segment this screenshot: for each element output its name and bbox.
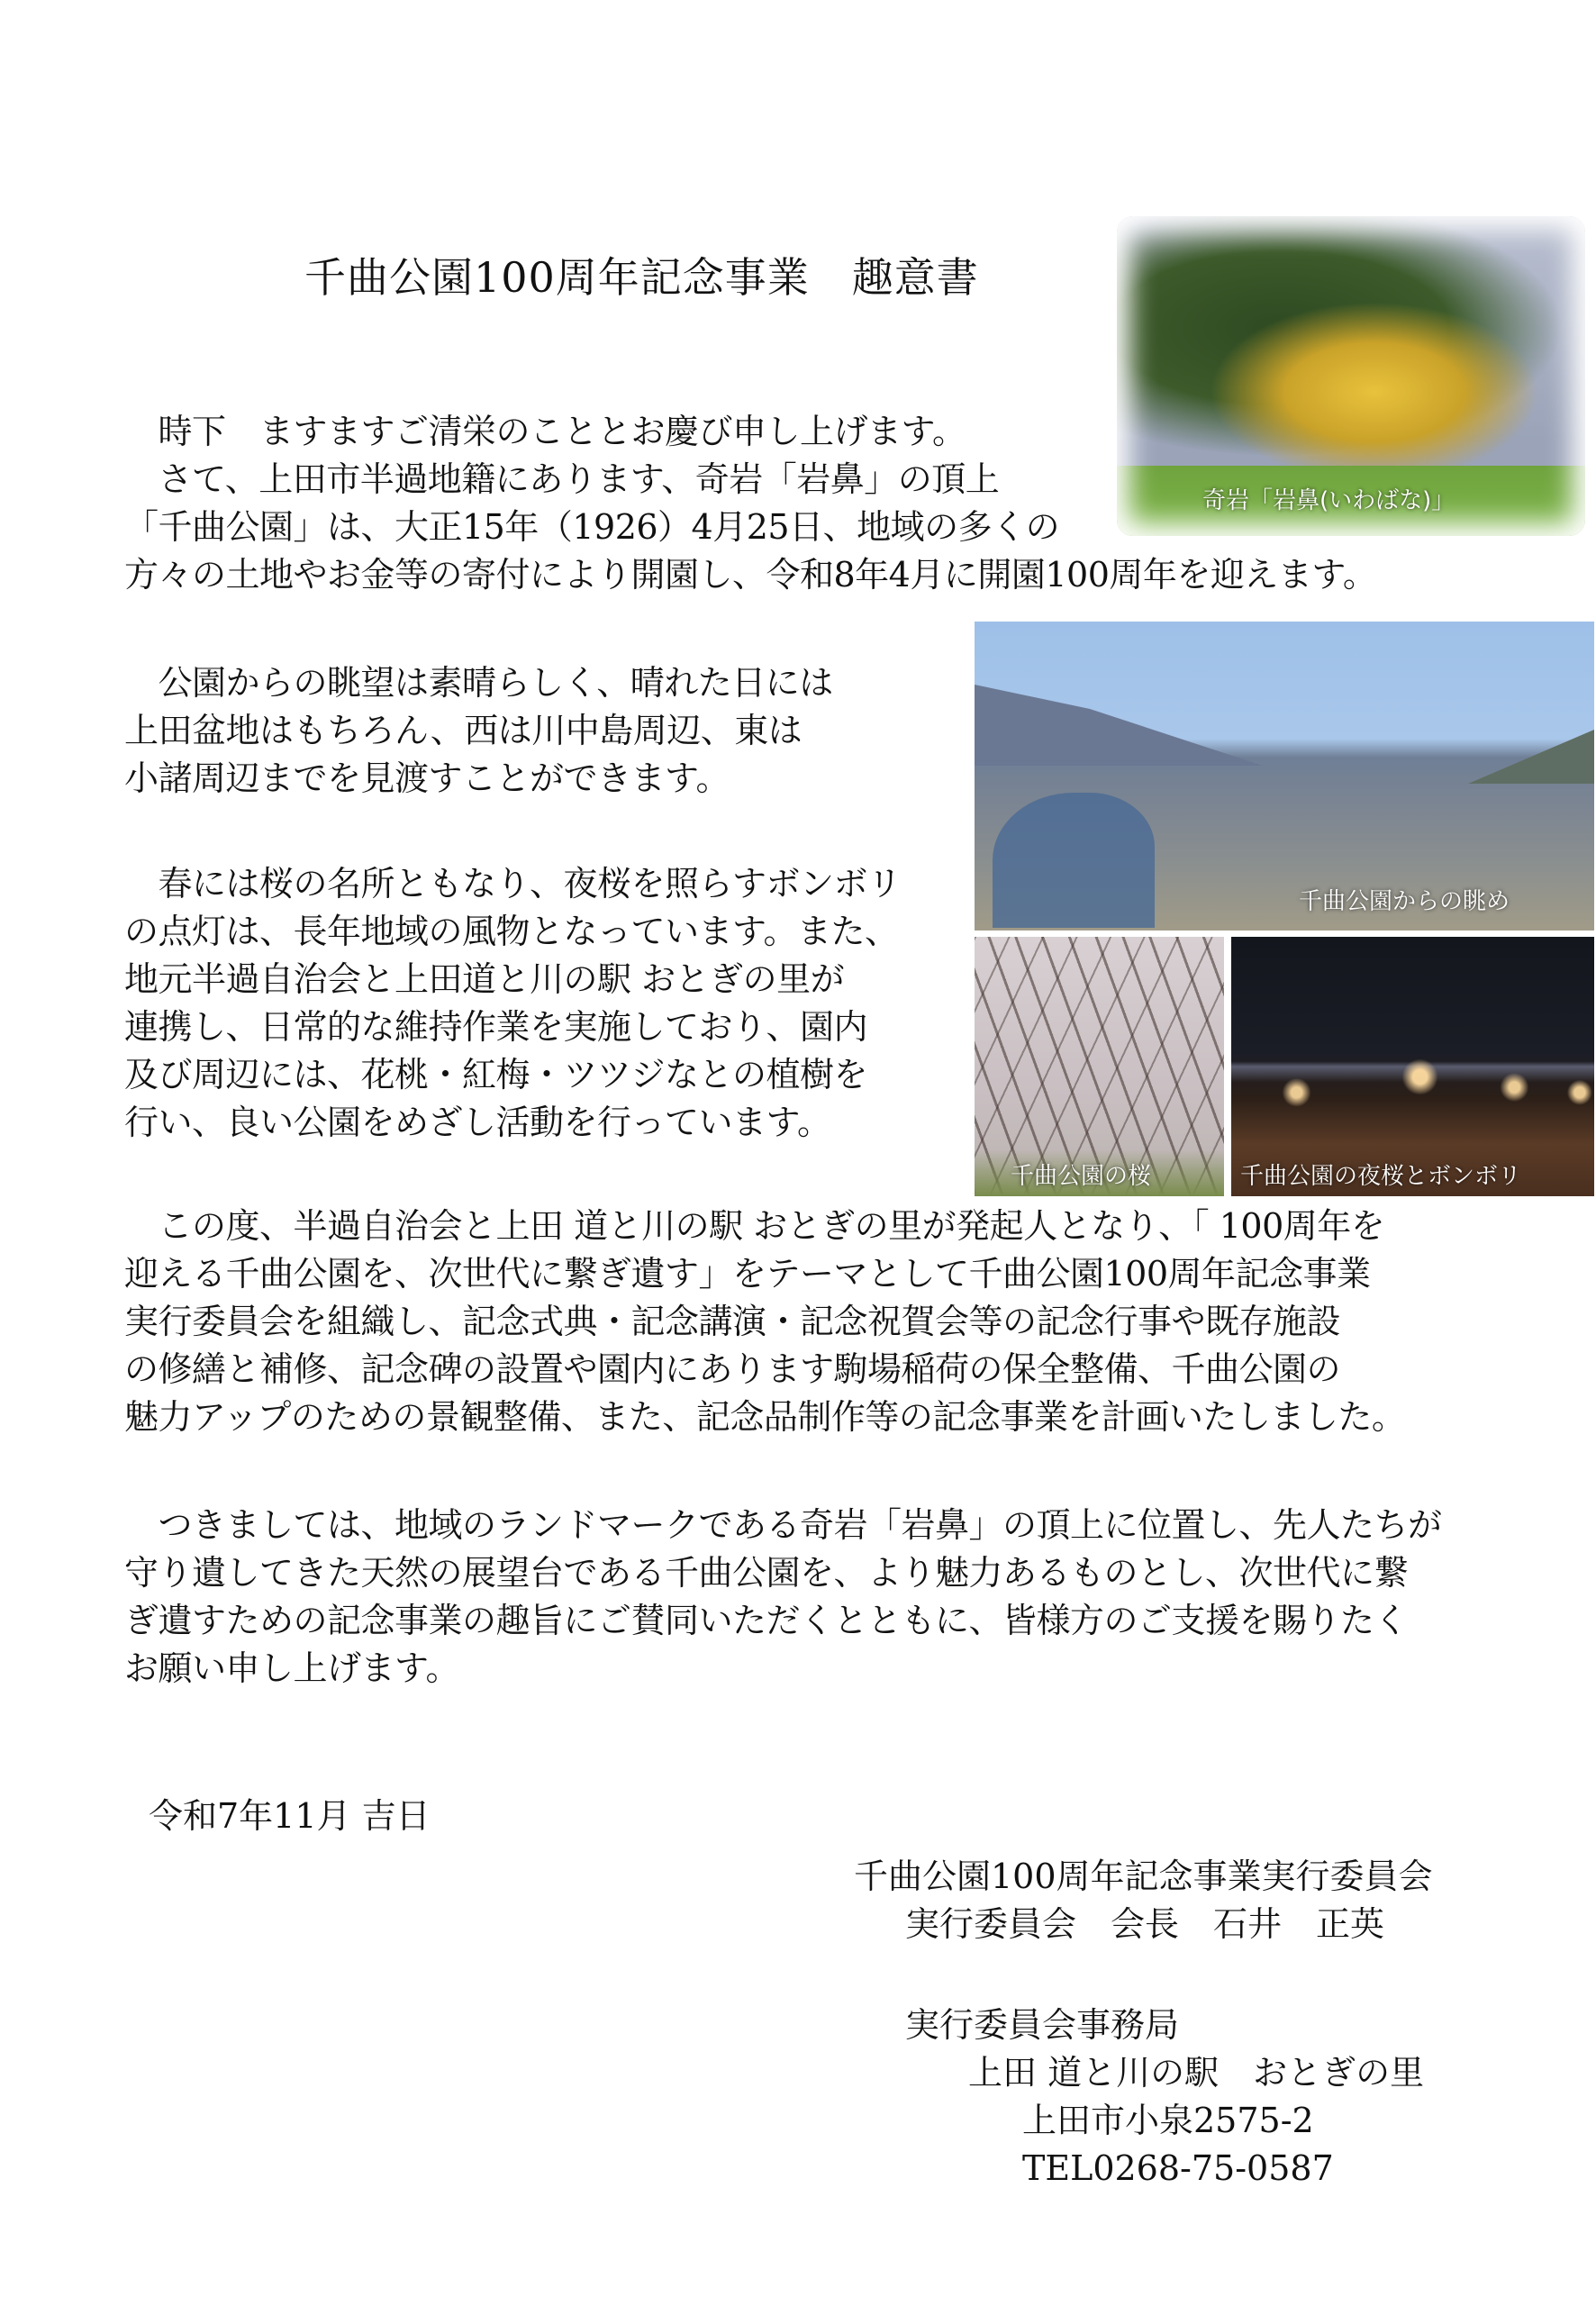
mountain-ridge (975, 685, 1263, 766)
text-line: 迎える千曲公園を、次世代に繋ぎ遺す」をテーマとして千曲公園100周年記念事業 (124, 1254, 1371, 1294)
photo-caption: 千曲公園の桜 (1011, 1163, 1152, 1190)
text-line: の修繕と補修、記念碑の設置や園内にあります駒場稲荷の保全整備、千曲公園の (124, 1349, 1341, 1389)
text-line: 実行委員会を組織し、記念式典・記念講演・記念祝賀会等の記念行事や既存施設 (124, 1302, 1341, 1341)
night-cherry-lanterns-photo (1231, 937, 1594, 1196)
text-line: 守り遺してきた天然の展望台である千曲公園を、より魅力あるものとし、次世代に繋 (124, 1553, 1409, 1593)
text-line: 行い、良い公園をめざし活動を行っています。 (124, 1103, 831, 1142)
park-view-photo (975, 622, 1594, 931)
text-line: 「千曲公園」は、大正15年（1926）4月25日、地域の多くの (124, 507, 1060, 547)
river (993, 793, 1155, 928)
text-line: お願い申し上げます。 (124, 1648, 459, 1688)
text-line: 地元半過自治会と上田道と川の駅 おとぎの里が (124, 959, 845, 999)
text-line: 時下 ますますご清栄のこととお慶び申し上げます。 (124, 412, 966, 451)
text-line: 春には桜の名所ともなり、夜桜を照らすボンボリ (124, 864, 902, 903)
mountain-ridge (1468, 730, 1594, 784)
photo-caption: 奇岩「岩鼻(いわばな)」 (1202, 487, 1455, 514)
text-line: ぎ遺すための記念事業の趣旨にご賛同いただくとともに、皆様方のご支援を賜りたく (124, 1601, 1409, 1640)
text-line: 小諸周辺までを見渡すことができます。 (124, 758, 730, 798)
text-line: 方々の土地やお金等の寄付により開園し、令和8年4月に開園100周年を迎えます。 (124, 555, 1377, 595)
text-line: 連携し、日常的な維持作業を実施しており、園内 (124, 1007, 868, 1047)
text-line: さて、上田市半過地籍にあります、奇岩「岩鼻」の頂上 (124, 459, 1000, 499)
cherry-blossom-photo (975, 937, 1224, 1196)
office-name: 上田 道と川の駅 おとぎの里 (968, 2053, 1425, 2093)
committee-name: 千曲公園100周年記念事業実行委員会 (854, 1857, 1433, 1896)
text-line: の点灯は、長年地域の風物となっています。また、 (124, 912, 899, 951)
office-address: 上田市小泉2575-2 (1022, 2101, 1314, 2140)
photo-caption: 千曲公園の夜桜とボンボリ (1240, 1163, 1522, 1190)
iwabana-rock-photo (1117, 216, 1585, 536)
document-title: 千曲公園100周年記念事業 趣意書 (304, 253, 979, 302)
text-line: 及び周辺には、花桃・紅梅・ツツジなとの植樹を (124, 1055, 868, 1094)
document-date: 令和7年11月 吉日 (149, 1796, 431, 1836)
text-line: 魅力アップのための景観整備、また、記念品制作等の記念事業を計画いたしました。 (124, 1397, 1406, 1437)
office-phone: TEL0268-75-0587 (1022, 2148, 1334, 2188)
text-line: 上田盆地はもちろん、西は川中島周辺、東は (124, 711, 803, 750)
office-label: 実行委員会事務局 (905, 2005, 1180, 2045)
text-line: つきましては、地域のランドマークである奇岩「岩鼻」の頂上に位置し、先人たちが (124, 1505, 1442, 1545)
text-line: 公園からの眺望は素晴らしく、晴れた日には (124, 663, 833, 703)
photo-caption: 千曲公園からの眺め (1299, 888, 1510, 915)
text-line: この度、半過自治会と上田 道と川の駅 おとぎの里が発起人となり、「 100周年を (124, 1206, 1385, 1246)
committee-chair: 実行委員会 会長 石井 正英 (905, 1904, 1385, 1944)
